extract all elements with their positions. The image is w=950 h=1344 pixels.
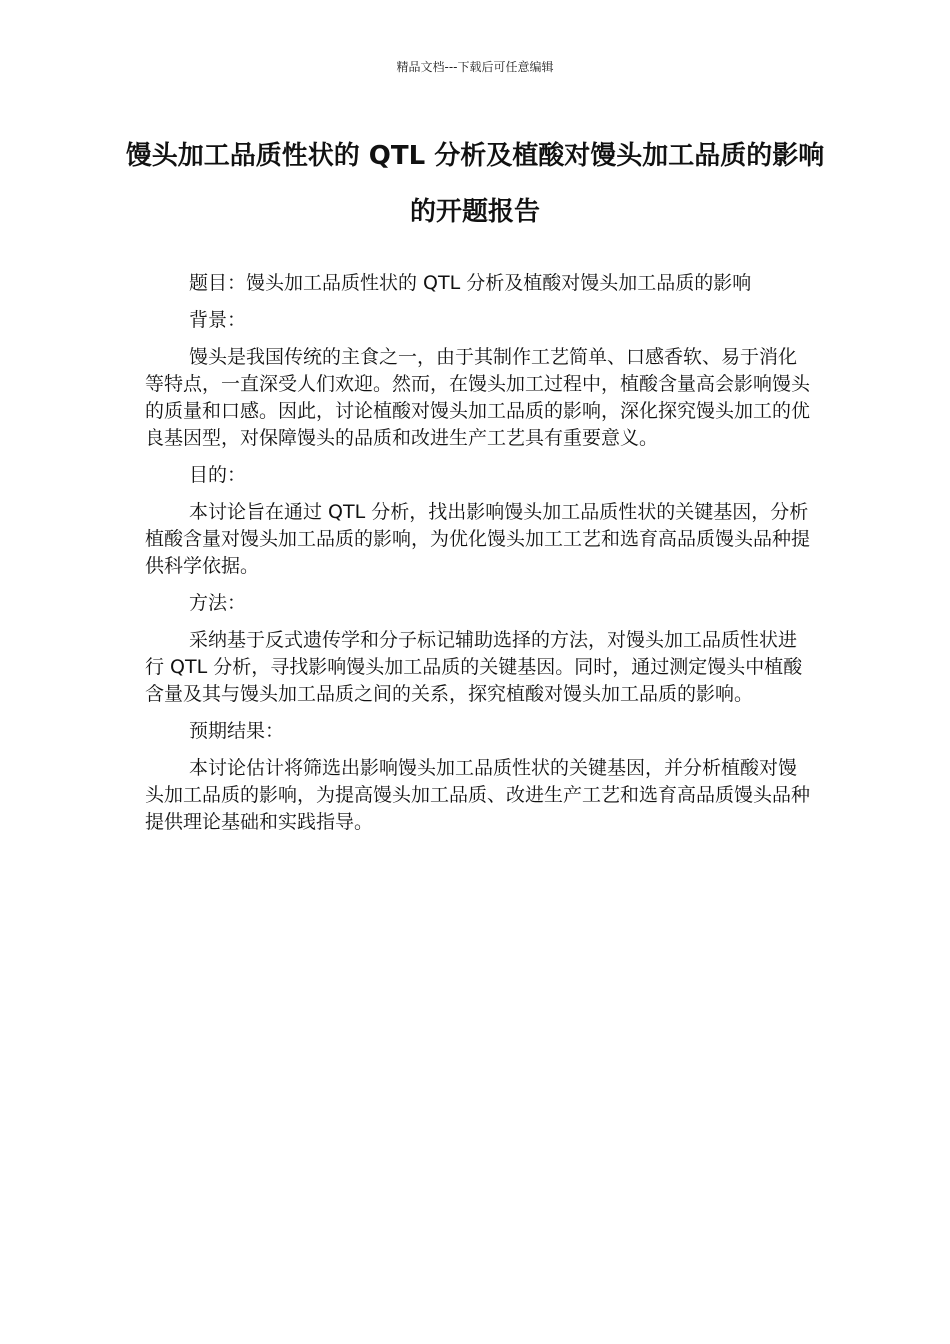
topic-line: 题目：馒头加工品质性状的 QTL 分析及植酸对馒头加工品质的影响 <box>189 272 752 294</box>
document-title: 馒头加工品质性状的 QTL 分析及植酸对馒头加工品质的影响的开题报告 <box>125 141 825 227</box>
purpose-label: 目的： <box>189 464 247 486</box>
expected-results-paragraph: 本讨论估计将筛选出影响馒头加工品质性状的关键基因，并分析植酸对馒头加工品质的影响，为提高馒头加工品质、改进生产工艺和选育高品质馒头品种提供理论基础和实践指导。 <box>145 757 811 833</box>
expected-results-label: 预期结果： <box>189 720 285 742</box>
document-body <box>145 270 810 836</box>
method-label: 方法： <box>189 592 247 614</box>
method-paragraph: 采纳基于反式遗传学和分子标记辅助选择的方法，对馒头加工品质性状进行 QTL 分析，寻找影响馒头加工品质的关键基因。同时，通过测定馒头中植酸含量及其与馒头加工品质之间的关系，探究植酸对馒头加工品质的影响。 <box>145 629 803 705</box>
background-paragraph: 馒头是我国传统的主食之一，由于其制作工艺简单、口感香软、易于消化等特点，一直深受人们欢迎。然而，在馒头加工过程中，植酸含量高会影响馒头的质量和口感。因此，讨论植酸对馒头加工品质的影响，深化探究馒头加工的优良基因型，对保障馒头的品质和改进生产工艺具有重要意义。 <box>145 346 811 449</box>
header-note: 精品文档---下载后可任意编辑 <box>396 60 554 74</box>
background-label: 背景： <box>189 309 247 331</box>
purpose-paragraph: 本讨论旨在通过 QTL 分析，找出影响馒头加工品质性状的关键基因，分析植酸含量对馒头加工品质的影响，为优化馒头加工工艺和选育高品质馒头品种提供科学依据。 <box>145 501 811 577</box>
